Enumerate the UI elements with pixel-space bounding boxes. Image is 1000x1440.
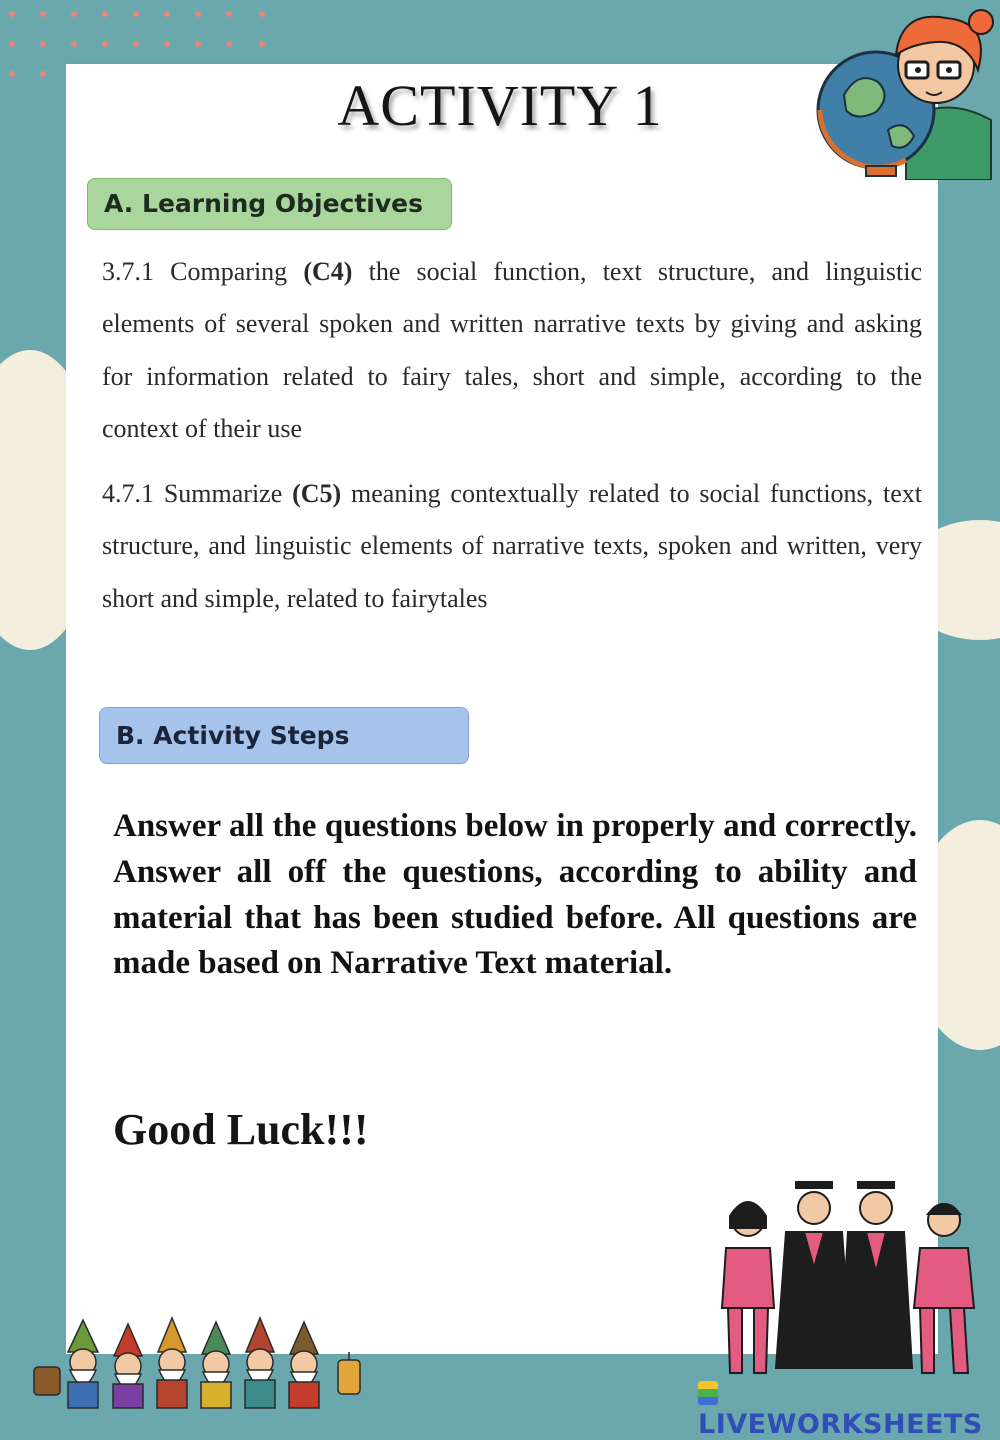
objective-prefix: 4.7.1 Summarize [102, 479, 293, 508]
objective-3-7-1 [102, 246, 922, 455]
activity-steps-heading: B. Activity Steps [99, 707, 469, 764]
page-title: ACTIVITY 1 [337, 73, 663, 138]
learning-objectives-heading: A. Learning Objectives [87, 178, 452, 230]
objective-code: (C4) [303, 257, 353, 286]
objective-4-7-1 [102, 468, 922, 625]
objective-code: (C5) [292, 479, 342, 508]
seven-dwarfs-icon [28, 1312, 373, 1412]
good-luck-text: Good Luck!!! [113, 1105, 369, 1154]
globe-kid-icon [796, 0, 996, 180]
liveworksheets-logo-icon [698, 1381, 718, 1405]
objective-text: the social function, text structure, and linguistic elements of several spoken and written narrative texts by giving and asking for information related to fairy tales, short and simple, according to the context of their use [102, 257, 922, 443]
activity-instructions: Answer all the questions below in properly and correctly. Answer all off the questions, according to ability and material that has been studied before. All questions are made based on Narrative Text material. [113, 808, 917, 982]
brand-name: LIVEWORKSHEETS [698, 1409, 983, 1440]
liveworksheets-brand[interactable] [698, 1378, 1000, 1440]
objective-prefix: 3.7.1 Comparing [102, 257, 304, 286]
graduation-students-icon [712, 1168, 992, 1378]
objective-text: meaning contextually related to social functions, text structure, and linguistic elements of narrative texts, spoken and written, very short and simple, related to fairytales [102, 479, 922, 613]
